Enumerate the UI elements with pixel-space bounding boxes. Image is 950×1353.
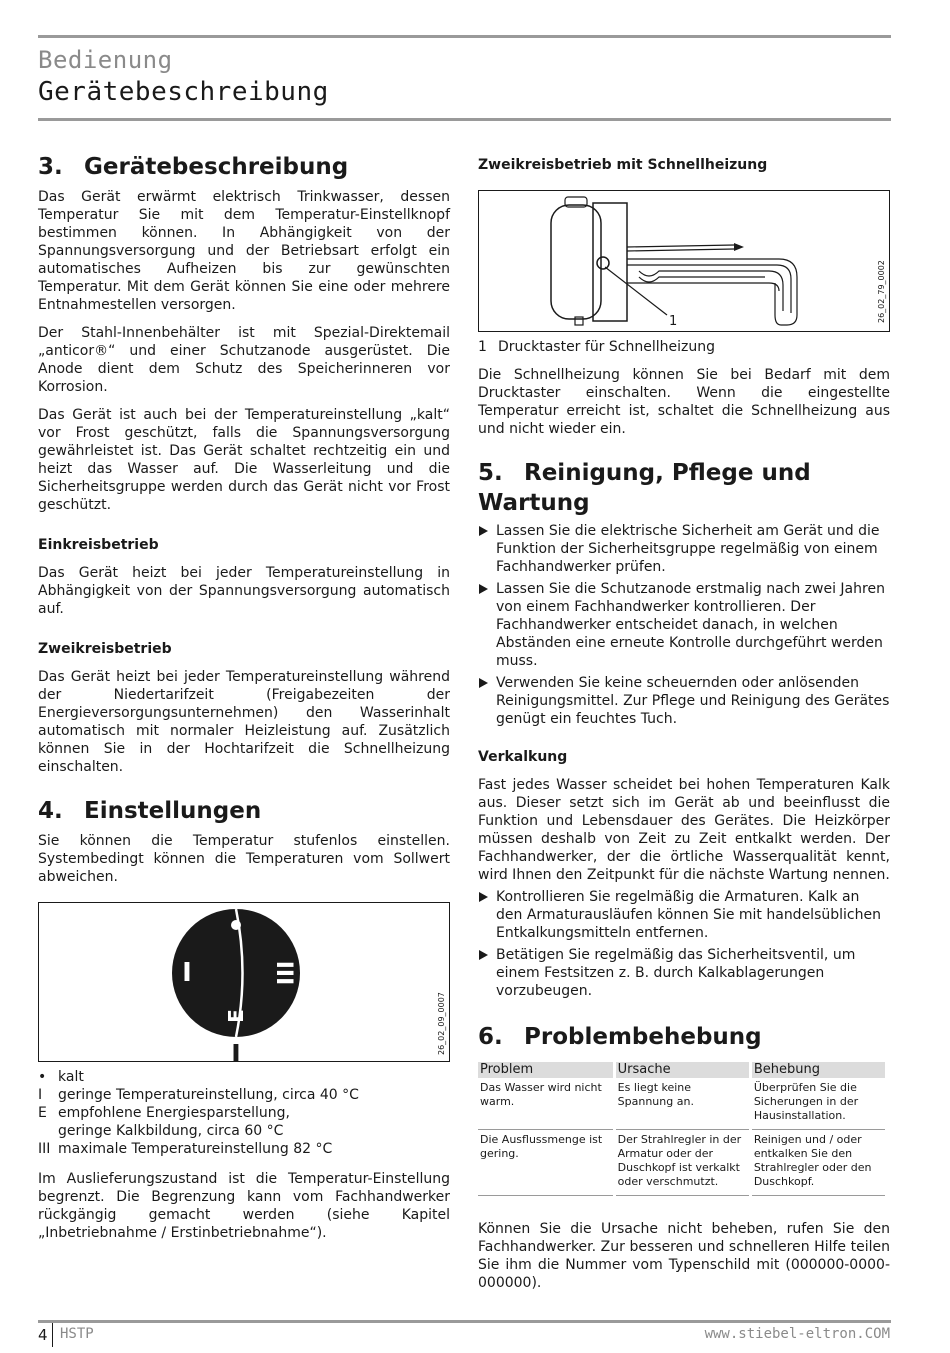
header-title: Gerätebeschreibung bbox=[38, 77, 329, 107]
figure-2-code: 26_02_79_0002 bbox=[877, 260, 886, 323]
arrow-icon bbox=[479, 678, 488, 688]
table-header: Problem bbox=[478, 1062, 614, 1078]
footer-divider bbox=[52, 1323, 53, 1347]
schnellheizung-paragraph: Die Schnellheizung können Sie bei Bedarf mit dem Drucktaster einschalten. Wenn die eingestellte Temperatur erreicht ist, schaltet die Schnellheizung aus und nicht wieder ein. bbox=[478, 367, 890, 437]
boiler-legend bbox=[478, 338, 890, 356]
boiler-figure bbox=[478, 190, 890, 332]
section-6-heading: 6. Problembehebung bbox=[478, 1024, 762, 1050]
figure-1-code: 26_02_09_0007 bbox=[437, 992, 446, 1055]
verkalkung-list bbox=[478, 888, 890, 1000]
section-4-heading: 4. Einstellungen bbox=[38, 798, 262, 824]
einkreis-heading: Einkreisbetrieb bbox=[38, 537, 159, 553]
section-4-paragraph-2: Im Auslieferungszustand ist die Temperatur-Einstellung begrenzt. Die Begrenzung kann vom Fachhandwerker rückgängig gemacht werden (siehe Kapitel „Inbetriebnahme / Erstinbetriebnahme“). bbox=[38, 1171, 450, 1241]
boiler-illustration bbox=[479, 191, 889, 331]
header-top-rule bbox=[38, 35, 891, 38]
section-3-paragraph-2: Der Stahl-Innenbehälter ist mit Spezial-Direktemail „anticor®“ und einer Schutzanode ausgerüstet. Die Anode dient dem Schutz des Speicherinneren vor Korrosion. bbox=[38, 325, 450, 395]
knob-indicator-mark: I bbox=[231, 1040, 241, 1061]
legend-row: III maximale Temperatureinstellung 82 °C bbox=[38, 1141, 333, 1157]
footer-rule bbox=[38, 1320, 891, 1323]
list-item: Betätigen Sie regelmäßig das Sicherheitsventil, um einem Festsitzen z. B. durch Kalkablagerungen vorzubeugen. bbox=[478, 946, 890, 1000]
einkreis-paragraph: Das Gerät heizt bei jeder Temperatureinstellung in Abhängigkeit von der Spannungsversorgung automatisch auf. bbox=[38, 565, 450, 617]
arrow-icon bbox=[479, 892, 488, 902]
verkalkung-paragraph: Fast jedes Wasser scheidet bei hohen Temperaturen Kalk aus. Dieser setzt sich im Gerät ab und beeinflusst die Funktion und Lebensdauer des Gerätes. Die Heizkörper müssen deshalb von Zeit zu Zeit entkalkt werden. Der Fachhandwerker, der die örtliche Wasserqualität kennt, wird Ihnen den Zeitpunkt für die nächste Wartung nennen. bbox=[478, 777, 890, 883]
section-5-heading: 5. Reinigung, Pflege und Wartung bbox=[478, 460, 811, 516]
legend-row: I geringe Temperatureinstellung, circa 40 °C bbox=[38, 1087, 359, 1103]
legend-row: E empfohlene Energiesparstellung, bbox=[38, 1105, 290, 1121]
section-3-paragraph-3: Das Gerät ist auch bei der Temperatureinstellung „kalt“ vor Frost geschützt, falls die Spannungsversorgung gewährleistet ist. Das Gerät schaltet rechtzeitig ein und heizt das Wasser auf. Die Wasserleitung und die Sicherheitsgruppe werden durch das Gerät nicht vor Frost geschützt. bbox=[38, 407, 450, 513]
section-6-paragraph: Können Sie die Ursache nicht beheben, rufen Sie den Fachhandwerker. Zur besseren und schnelleren Hilfe teilen Sie ihm die Nummer vom Typenschild mit (000000-0000-000000). bbox=[478, 1221, 890, 1291]
section-5-list bbox=[478, 522, 890, 728]
push-button-icon bbox=[597, 257, 609, 269]
section-4-paragraph-1: Sie können die Temperatur stufenlos einstellen. Systembedingt können die Temperaturen vom Sollwert abweichen. bbox=[38, 833, 450, 885]
list-item: Lassen Sie die elektrische Sicherheit am Gerät und die Funktion der Sicherheitsgruppe regelmäßig von einem Fachhandwerker prüfen. bbox=[478, 522, 890, 576]
verkalkung-heading: Verkalkung bbox=[478, 749, 568, 765]
header-section: Bedienung bbox=[38, 46, 173, 74]
zweikreis-heading: Zweikreisbetrieb bbox=[38, 641, 172, 657]
knob-mark-low: I bbox=[182, 958, 192, 988]
legend-row: geringe Kalkbildung, circa 60 °C bbox=[58, 1123, 284, 1139]
legend-row: 1 Drucktaster für Schnellheizung bbox=[478, 339, 715, 355]
arrow-icon bbox=[479, 950, 488, 960]
table-header: Ursache bbox=[614, 1062, 750, 1078]
left-column bbox=[38, 152, 450, 1242]
list-item: Verwenden Sie keine scheuernden oder anlösenden Reinigungsmittel. Zur Pflege und Reinigung des Gerätes genügt ein feuchtes Tuch. bbox=[478, 674, 890, 728]
knob-mark-max: III bbox=[271, 960, 296, 986]
table-header: Behebung bbox=[750, 1062, 886, 1078]
kalt-dot-icon bbox=[231, 920, 241, 930]
section-3-paragraph-1: Das Gerät erwärmt elektrisch Trinkwasser, dessen Temperatur Sie mit dem Temperatur-Einstellknopf bestimmen können. In Abhängigkeit von der Spannungsversorgung und der Betriebsart erfolgt ein automatisches Aufheizen bis zur gewünschten Temperatur. Mit dem Gerät können Sie eine oder mehrere Entnahmestellen versorgen. bbox=[38, 189, 450, 313]
temperature-knob-figure bbox=[38, 902, 450, 1062]
legend-row: • kalt bbox=[38, 1069, 84, 1085]
zweikreis-paragraph: Das Gerät heizt bei jeder Temperatureinstellung während der Niedertarifzeit (Freigabezeiten der Energieversorgungsunternehmen) den Wasserinhalt automatisch mit normaler Heizleistung auf. Zusätzlich können Sie in der Hochtarifzeit die Schnellheizung einschalten. bbox=[38, 669, 450, 775]
figure-2-callout: 1 bbox=[669, 314, 678, 329]
arrow-icon bbox=[479, 526, 488, 536]
list-item: Lassen Sie die Schutzanode erstmalig nach zwei Jahren von einem Fachhandwerker kontrollieren. Der Fachhandwerker entscheidet danach, in welchen Abständen eine erneute Kontrolle durchgeführt werden muss. bbox=[478, 580, 890, 670]
header-bottom-rule bbox=[38, 118, 891, 121]
schnellheizung-heading: Zweikreisbetrieb mit Schnellheizung bbox=[478, 157, 768, 173]
section-3-heading: 3. Gerätebeschreibung bbox=[38, 154, 349, 180]
right-column bbox=[478, 152, 890, 1292]
temperature-knob-illustration bbox=[39, 903, 449, 1061]
footer-url: www.stiebel-eltron.COM bbox=[704, 1326, 890, 1342]
list-item: Kontrollieren Sie regelmäßig die Armaturen. Kalk an den Armaturausläufen können Sie mit handelsüblichen Entkalkungsmitteln entfernen. bbox=[478, 888, 890, 942]
arrow-icon bbox=[479, 584, 488, 594]
table-row: Die Ausflussmenge ist gering. Der Strahlregler in der Armatur oder der Duschkopf ist verkalkt oder verschmutzt. Reinigen und / oder entkalken Sie den Strahlregler oder den Duschkopf. bbox=[478, 1130, 887, 1196]
page-number: 4 bbox=[38, 1326, 48, 1344]
problem-table bbox=[478, 1062, 888, 1196]
knob-mark-eco: E bbox=[224, 1009, 248, 1023]
footer-model: HSTP bbox=[60, 1326, 94, 1342]
table-row: Das Wasser wird nicht warm. Es liegt keine Spannung an. Überprüfen Sie die Sicherungen in der Hausinstallation. bbox=[478, 1078, 887, 1130]
knob-legend bbox=[38, 1068, 450, 1158]
